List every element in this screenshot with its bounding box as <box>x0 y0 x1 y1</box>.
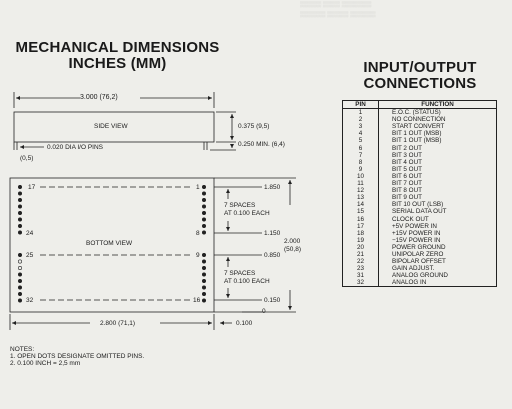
pin-cell: 3 <box>343 123 379 130</box>
function-cell: +5V POWER IN <box>392 222 437 230</box>
pin-cell: 7 <box>343 152 379 159</box>
pin-dot <box>202 218 205 221</box>
pin-cell: 4 <box>343 130 379 137</box>
pin-dot <box>18 211 21 214</box>
pin-cell: 23 <box>343 265 379 272</box>
dim-label: 1.850 <box>264 184 281 191</box>
spaces-label: AT 0.100 EACH <box>224 278 270 285</box>
pin-cell: 19 <box>343 237 379 244</box>
omitted-pin-dot <box>18 266 21 269</box>
table-row <box>343 258 497 265</box>
table-row <box>343 201 497 208</box>
pin-dot <box>202 253 205 256</box>
pin-cell: 15 <box>343 208 379 215</box>
pin-dot <box>18 253 21 256</box>
pin-dot <box>202 299 205 302</box>
pin-cell: 13 <box>343 194 379 201</box>
pin-min-label: 0.250 MIN. (6,4) <box>238 141 285 148</box>
table-row <box>343 173 497 180</box>
function-cell: POWER GROUND <box>392 243 446 251</box>
pin-dot <box>18 292 21 295</box>
dim-label: 2.000 <box>284 238 301 245</box>
io-connections-table <box>342 100 497 287</box>
table-row <box>343 152 497 159</box>
function-cell: BIT 8 OUT <box>392 187 422 195</box>
pin-dot <box>18 231 21 234</box>
function-cell: BIT 6 OUT <box>392 172 422 180</box>
table-row <box>343 123 497 130</box>
function-cell: BIT 3 OUT <box>392 151 422 159</box>
function-cell: UNIPOLAR ZERO <box>392 250 444 258</box>
bottom-width-label: 2.800 (71,1) <box>100 320 136 327</box>
width-dimension-label: 3.000 (76,2) <box>80 94 118 101</box>
pin-number: 8 <box>196 230 200 237</box>
bleed-through-text: ▒▒▒▒▒▒ ▒▒▒▒▒ ▒▒▒▒▒▒ <box>300 12 376 18</box>
note-1: 1. OPEN DOTS DESIGNATE OMITTED PINS. <box>10 353 145 360</box>
function-cell: GAIN ADJUST. <box>392 265 435 273</box>
pin-cell: 14 <box>343 201 379 208</box>
table-row <box>343 194 497 201</box>
function-cell: BIT 4 OUT <box>392 158 422 166</box>
table-row <box>343 208 497 215</box>
function-cell: ANALOG GROUND <box>392 272 448 280</box>
pin-cell: 22 <box>343 258 379 265</box>
pin-dot <box>202 205 205 208</box>
pin-dot <box>202 260 205 263</box>
pin-cell: 9 <box>343 166 379 173</box>
pin-cell: 31 <box>343 272 379 279</box>
pin-dot <box>202 185 205 188</box>
table-row <box>343 116 497 123</box>
pin-dot <box>202 279 205 282</box>
pin-cell: 17 <box>343 223 379 230</box>
function-cell: CLOCK OUT <box>392 215 429 223</box>
function-cell: NO CONNECTION <box>392 116 446 124</box>
pin-dot <box>202 192 205 195</box>
pin-dot <box>18 273 21 276</box>
pin-cell: 32 <box>343 279 379 287</box>
note-2: 2. 0.100 INCH = 2,5 mm <box>10 360 81 367</box>
pin-cell: 11 <box>343 180 379 187</box>
table-row <box>343 237 497 244</box>
spaces-label: AT 0.100 EACH <box>224 210 270 217</box>
io-table-body <box>343 109 497 287</box>
dim-label: 0.850 <box>264 252 281 259</box>
spaces-label: 7 SPACES <box>224 202 256 209</box>
pin-dot <box>18 198 21 201</box>
pin-number: 25 <box>26 252 34 259</box>
mechanical-title: MECHANICAL DIMENSIONS INCHES (MM) <box>15 39 220 72</box>
function-cell: BIT 1 OUT (MSB) <box>392 130 442 138</box>
dia-pins-label: 0.020 DIA I/O PINS <box>47 144 103 151</box>
io-title: INPUT/OUTPUT CONNECTIONS <box>363 59 477 92</box>
dim-label: 1.150 <box>264 230 281 237</box>
pin-cell: 8 <box>343 159 379 166</box>
spaces-label: 7 SPACES <box>224 270 256 277</box>
function-cell: BIT 9 OUT <box>392 194 422 202</box>
omitted-pin-dot <box>18 260 21 263</box>
function-cell: +15V POWER IN <box>392 229 441 237</box>
notes-heading: NOTES: <box>10 346 35 353</box>
side-view-label: SIDE VIEW <box>94 123 128 130</box>
table-row <box>343 251 497 258</box>
function-cell: BIT 5 OUT <box>392 165 422 173</box>
table-header-row <box>343 101 497 109</box>
dia-mm-label: (0,5) <box>20 155 34 162</box>
pin-cell: 12 <box>343 187 379 194</box>
pin-number: 32 <box>26 297 34 304</box>
pin-number: 24 <box>26 230 34 237</box>
pin-cell: 1 <box>343 109 379 117</box>
pin-dot <box>18 192 21 195</box>
pin-number: 1 <box>196 184 200 191</box>
pin-dot <box>18 279 21 282</box>
table-row <box>343 244 497 251</box>
pin-dot <box>202 224 205 227</box>
pin-dot <box>202 231 205 234</box>
pin-dot <box>18 205 21 208</box>
function-cell: BIT 7 OUT <box>392 180 422 188</box>
table-row <box>343 265 497 272</box>
pin-dot <box>202 266 205 269</box>
dim-label: 0 <box>262 308 266 315</box>
column-header-function: FUNCTION <box>379 101 497 109</box>
pin-cell: 5 <box>343 137 379 144</box>
function-cell: BIPOLAR OFFSET <box>392 258 446 266</box>
pin-dot <box>202 273 205 276</box>
pin-dot <box>202 286 205 289</box>
function-cell: SERIAL DATA OUT <box>392 208 447 216</box>
function-cell: E.O.C. (STATUS) <box>392 109 441 117</box>
column-header-pin: PIN <box>343 101 379 109</box>
table-row <box>343 109 497 117</box>
table-row <box>343 223 497 230</box>
height-dimension-label: 0.375 (9,5) <box>238 123 270 130</box>
function-cell: ANALOG IN <box>392 279 427 287</box>
pin-number: 9 <box>196 252 200 259</box>
pin-cell: 21 <box>343 251 379 258</box>
pin-cell: 2 <box>343 116 379 123</box>
pin-cell: 20 <box>343 244 379 251</box>
table-row <box>343 230 497 237</box>
dim-label: (50,8) <box>284 246 301 253</box>
bleed-through-text: ▒▒▒▒▒ ▒▒▒▒ ▒▒▒▒▒▒▒ <box>300 2 372 8</box>
pin-number: 16 <box>193 297 201 304</box>
dim-label: 0.100 <box>236 320 253 327</box>
table-row <box>343 180 497 187</box>
bottom-view-label: BOTTOM VIEW <box>86 240 133 247</box>
function-cell: BIT 1 OUT (MSB) <box>392 137 442 145</box>
table-row <box>343 272 497 279</box>
table-row <box>343 137 497 144</box>
dim-label: 0.150 <box>264 297 281 304</box>
table-row <box>343 216 497 223</box>
table-row <box>343 166 497 173</box>
pin-dot <box>202 198 205 201</box>
pin-dot <box>18 185 21 188</box>
pin-number: 17 <box>28 184 36 191</box>
pin-dot <box>202 211 205 214</box>
function-cell: −15V POWER IN <box>392 236 441 244</box>
pin-cell: 18 <box>343 230 379 237</box>
pin-cell: 6 <box>343 145 379 152</box>
pin-dot <box>18 286 21 289</box>
table-row <box>343 279 497 287</box>
pin-dot <box>202 292 205 295</box>
pin-dot <box>18 299 21 302</box>
table-row <box>343 159 497 166</box>
pin-dot <box>18 218 21 221</box>
function-cell: START CONVERT <box>392 123 445 131</box>
pin-cell: 16 <box>343 216 379 223</box>
pin-cell: 10 <box>343 173 379 180</box>
function-cell: BIT 2 OUT <box>392 144 422 152</box>
pin-dot <box>18 224 21 227</box>
table-row <box>343 187 497 194</box>
function-cell: BIT 10 OUT (LSB) <box>392 201 444 209</box>
table-row <box>343 130 497 137</box>
table-row <box>343 145 497 152</box>
